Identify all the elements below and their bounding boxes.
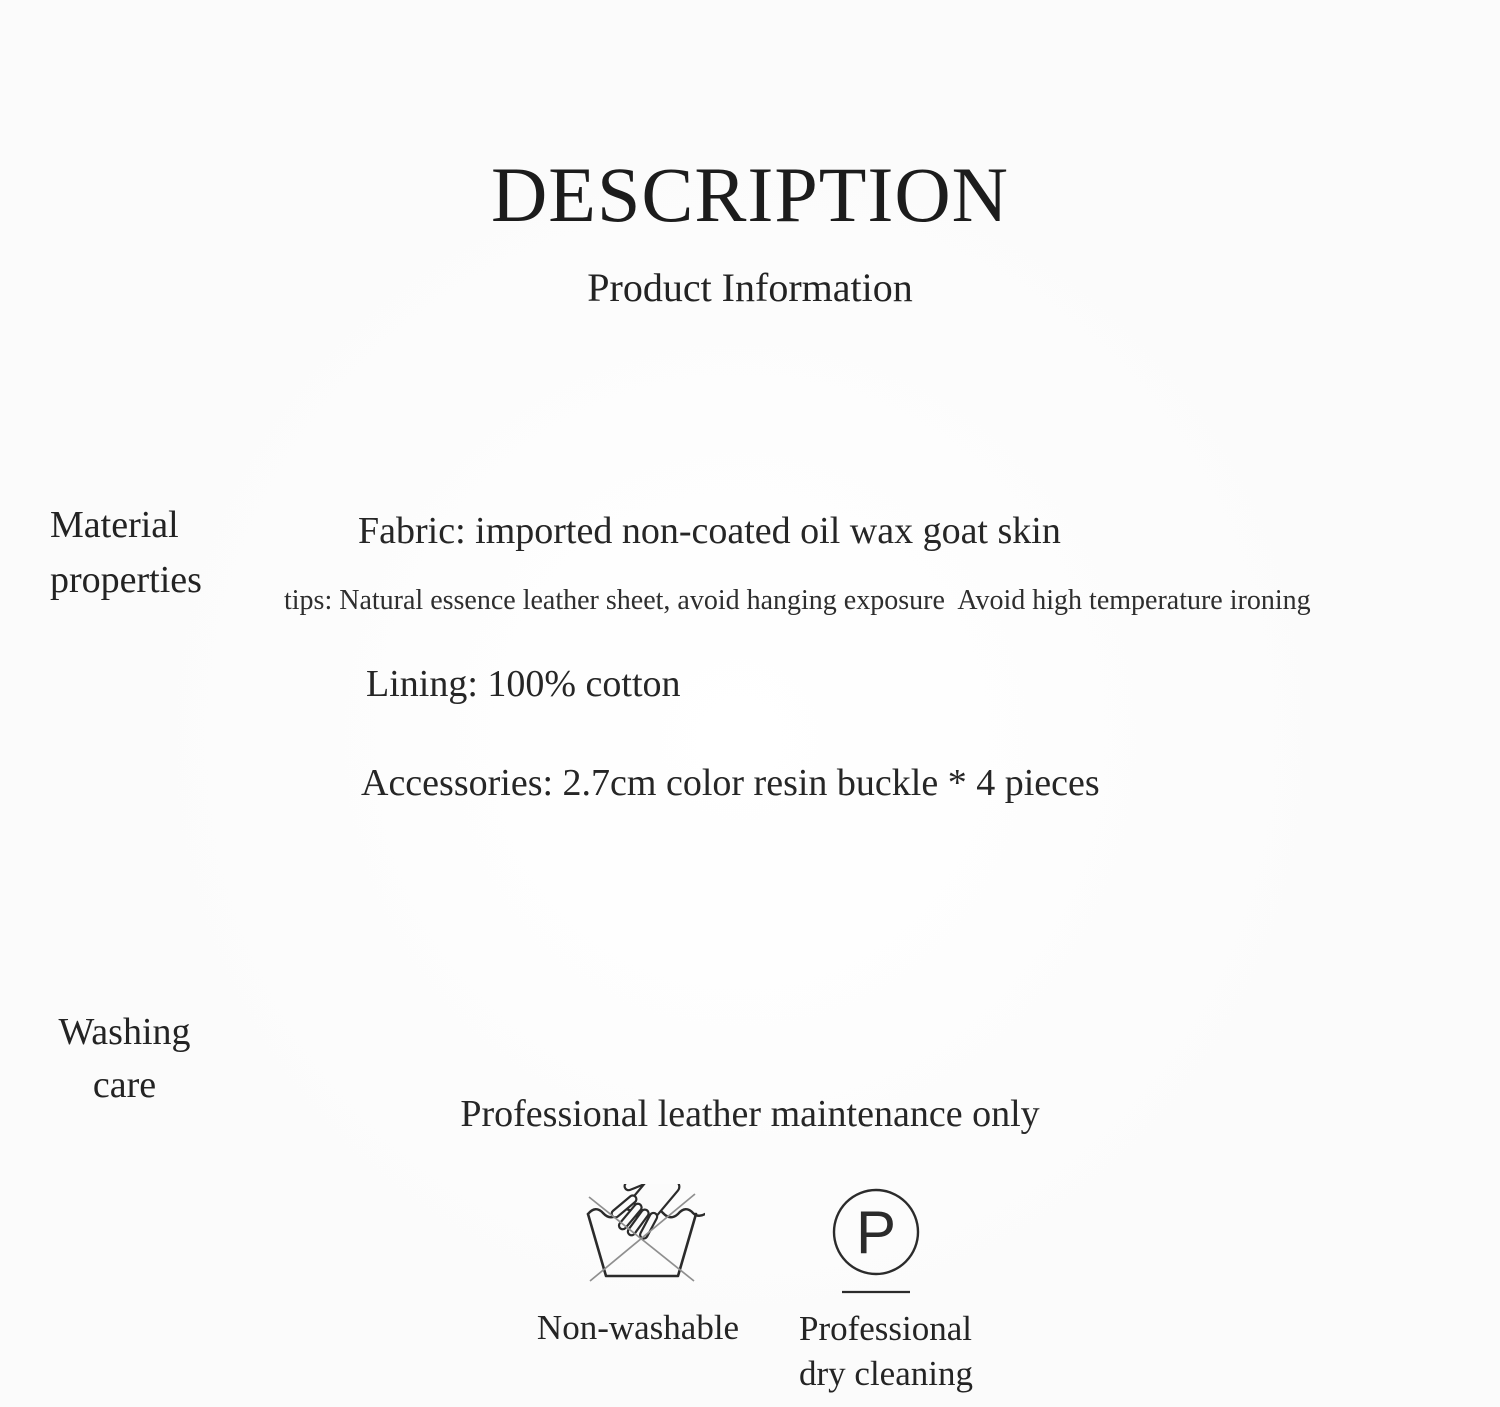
care-note-text: Professional leather maintenance only (460, 1093, 1040, 1135)
p-in-circle-icon (831, 1186, 921, 1298)
material-label-line1: Material (50, 504, 179, 546)
dry-clean-letter: P (855, 1199, 897, 1266)
lining-info-text: Lining: 100% cotton (366, 663, 681, 705)
non-washable-label: Non-washable (536, 1308, 740, 1347)
material-label-line2: properties (50, 559, 202, 601)
fabric-info-text: Fabric: imported non-coated oil wax goat skin (358, 510, 1061, 552)
material-properties-label (50, 498, 202, 608)
washing-label-line2: care (92, 1064, 157, 1106)
professional-dry-cleaning-label: Professional dry cleaning (799, 1309, 973, 1393)
page-subtitle: Product Information (587, 265, 913, 310)
accessories-info-text: Accessories: 2.7cm color resin buckle * 4 pieces (361, 762, 1100, 804)
fabric-tips-text: tips: Natural essence leather sheet, avoid hanging exposure Avoid high temperature ironing (284, 585, 1311, 616)
page-title: DESCRIPTION (490, 151, 1010, 238)
washing-label-line1: Washing (58, 1011, 191, 1053)
hand-wash-crossed-icon (579, 1184, 705, 1286)
